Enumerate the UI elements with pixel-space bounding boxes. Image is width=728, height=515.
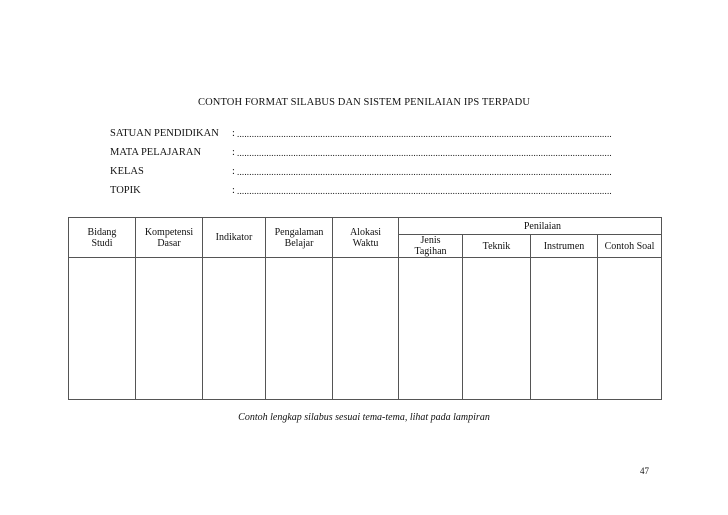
header-bidang-studi: Bidang Studi [69, 218, 136, 258]
dotted-fill-line: ......................................................................................................................................................... [237, 167, 612, 177]
field-label: MATA PELAJARAN [110, 147, 202, 158]
header-penilaian: Penilaian [399, 218, 662, 235]
page-number: 47 [640, 466, 649, 476]
field-label: TOPIK [110, 185, 141, 196]
cell-instrumen [531, 258, 598, 400]
header-pengalaman-belajar: Pengalaman Belajar [266, 218, 333, 258]
footnote: Contoh lengkap silabus sesuai tema-tema, lihat pada lampiran [238, 412, 490, 423]
cell-jenis-tagihan [399, 258, 463, 400]
header-teknik: Teknik [463, 235, 531, 258]
dotted-fill-line: ......................................................................................................................................................... [237, 129, 612, 139]
field-separator: : [232, 147, 235, 158]
header-indikator: Indikator [203, 218, 266, 258]
cell-contoh-soal [598, 258, 662, 400]
cell-kompetensi-dasar [136, 258, 203, 400]
document-title: CONTOH FORMAT SILABUS DAN SISTEM PENILAIAN IPS TERPADU [197, 97, 531, 108]
header-alokasi-waktu: Alokasi Waktu [333, 218, 399, 258]
field-separator: : [232, 185, 235, 196]
field-label: SATUAN PENDIDIKAN [110, 128, 219, 139]
cell-indikator [203, 258, 266, 400]
cell-alokasi-waktu [333, 258, 399, 400]
field-separator: : [232, 166, 235, 177]
header-jenis-tagihan: Jenis Tagihan [399, 235, 463, 258]
cell-pengalaman-belajar [266, 258, 333, 400]
cell-bidang-studi [69, 258, 136, 400]
field-label: KELAS [110, 166, 144, 177]
table-header-row [69, 218, 662, 235]
cell-teknik [463, 258, 531, 400]
table-row [69, 258, 662, 400]
field-separator: : [232, 128, 235, 139]
dotted-fill-line: ......................................................................................................................................................... [237, 148, 612, 158]
header-kompetensi-dasar: Kompetensi Dasar [136, 218, 203, 258]
header-contoh-soal: Contoh Soal [598, 235, 662, 258]
header-instrumen: Instrumen [531, 235, 598, 258]
dotted-fill-line: ......................................................................................................................................................... [237, 186, 612, 196]
syllabus-table [68, 217, 662, 400]
